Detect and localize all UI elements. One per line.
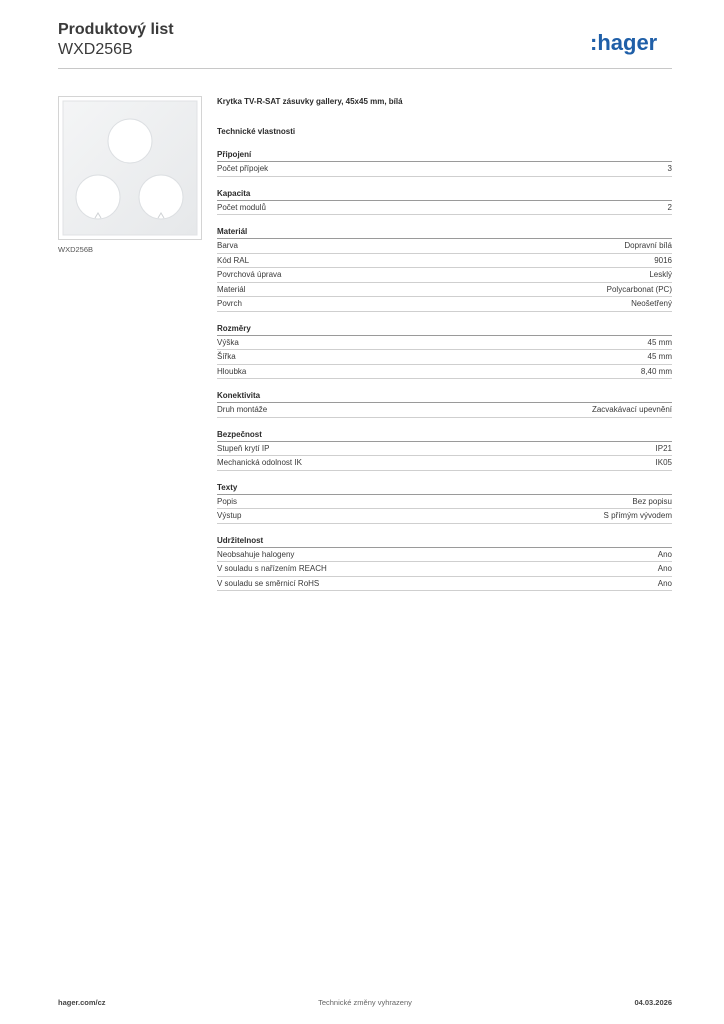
spec-label: Povrch xyxy=(217,299,242,308)
spec-value: Lesklý xyxy=(649,270,672,279)
section-title: Konektivita xyxy=(217,389,672,403)
product-photo-icon xyxy=(59,97,201,239)
hager-logo-icon xyxy=(590,30,672,56)
technical-properties-heading: Technické vlastnosti xyxy=(217,127,296,136)
spec-row xyxy=(217,495,672,510)
product-title: Krytka TV-R-SAT zásuvky gallery, 45x45 mm, bílá xyxy=(217,97,403,106)
spec-label: V souladu se směrnicí RoHS xyxy=(217,578,320,588)
document-date: 04.03.2026 xyxy=(634,998,672,1007)
spec-row xyxy=(217,283,672,298)
spec-value: 45 mm xyxy=(647,352,672,361)
section-title: Udržitelnost xyxy=(217,534,672,548)
spec-value: Neošetřený xyxy=(631,299,672,308)
section-title: Materiál xyxy=(217,225,672,239)
spec-value: Zacvakávací upevnění xyxy=(591,405,672,414)
header-divider xyxy=(58,68,672,69)
spec-row xyxy=(217,239,672,254)
spec-value: 2 xyxy=(667,202,672,212)
section-connectivity xyxy=(217,389,672,418)
spec-value: Dopravní bílá xyxy=(624,241,672,250)
spec-row xyxy=(217,297,672,312)
document-header xyxy=(58,20,672,70)
spec-value: Ano xyxy=(657,549,672,559)
spec-row xyxy=(217,336,672,351)
spec-value: IP21 xyxy=(655,443,672,453)
spec-label: Stupeň krytí IP xyxy=(217,443,270,453)
spec-label: Neobsahuje halogeny xyxy=(217,549,295,559)
section-title: Kapacita xyxy=(217,187,672,201)
product-code: WXD256B xyxy=(58,41,133,58)
spec-label: Počet přípojek xyxy=(217,164,269,173)
website-link[interactable]: hager.com/cz xyxy=(58,998,106,1007)
spec-row xyxy=(217,403,672,418)
spec-value: Ano xyxy=(657,564,672,573)
section-sustainability xyxy=(217,534,672,592)
section-material xyxy=(217,225,672,312)
spec-label: Materiál xyxy=(217,284,246,294)
section-title: Rozměry xyxy=(217,322,672,336)
product-details xyxy=(217,96,672,591)
spec-label: Počet modulů xyxy=(217,202,266,212)
spec-value: 8,40 mm xyxy=(640,366,672,376)
spec-value: 9016 xyxy=(654,255,672,265)
spec-row xyxy=(217,456,672,471)
section-title: Bezpečnost xyxy=(217,428,672,442)
section-title: Připojení xyxy=(217,148,672,162)
spec-label: Hloubka xyxy=(217,366,247,376)
spec-row xyxy=(217,365,672,380)
spec-value: IK05 xyxy=(655,458,672,467)
spec-value: S přímým vývodem xyxy=(603,511,672,520)
spec-label: V souladu s nařízením REACH xyxy=(217,564,327,573)
section-dimensions xyxy=(217,322,672,380)
spec-row xyxy=(217,562,672,577)
spec-label: Barva xyxy=(217,241,238,250)
spec-row xyxy=(217,350,672,365)
spec-row xyxy=(217,162,672,177)
section-title: Texty xyxy=(217,481,672,495)
product-image xyxy=(58,96,202,240)
spec-row xyxy=(217,201,672,216)
spec-row xyxy=(217,254,672,269)
spec-label: Výška xyxy=(217,337,239,347)
spec-label: Šířka xyxy=(217,352,236,361)
section-safety xyxy=(217,428,672,471)
spec-label: Druh montáže xyxy=(217,405,268,414)
spec-row xyxy=(217,577,672,592)
spec-value: 45 mm xyxy=(647,337,672,347)
spec-row xyxy=(217,509,672,524)
spec-label: Mechanická odolnost IK xyxy=(217,458,302,467)
spec-label: Povrchová úprava xyxy=(217,270,282,279)
image-caption: WXD256B xyxy=(58,245,94,254)
section-capacity xyxy=(217,187,672,216)
spec-value: Polycarbonat (PC) xyxy=(606,284,672,294)
brand-text: :hager xyxy=(590,30,658,55)
spec-value: Ano xyxy=(657,578,672,588)
section-connection xyxy=(217,148,672,177)
spec-value: 3 xyxy=(667,164,672,173)
document-type: Produktový list xyxy=(58,21,174,38)
spec-row xyxy=(217,548,672,563)
spec-value: Bez popisu xyxy=(632,496,672,506)
spec-label: Popis xyxy=(217,496,238,506)
disclaimer-text: Technické změny vyhrazeny xyxy=(318,998,412,1007)
spec-row xyxy=(217,268,672,283)
spec-label: Kód RAL xyxy=(217,255,250,265)
section-texts xyxy=(217,481,672,524)
spec-label: Výstup xyxy=(217,511,242,520)
spec-row xyxy=(217,442,672,457)
